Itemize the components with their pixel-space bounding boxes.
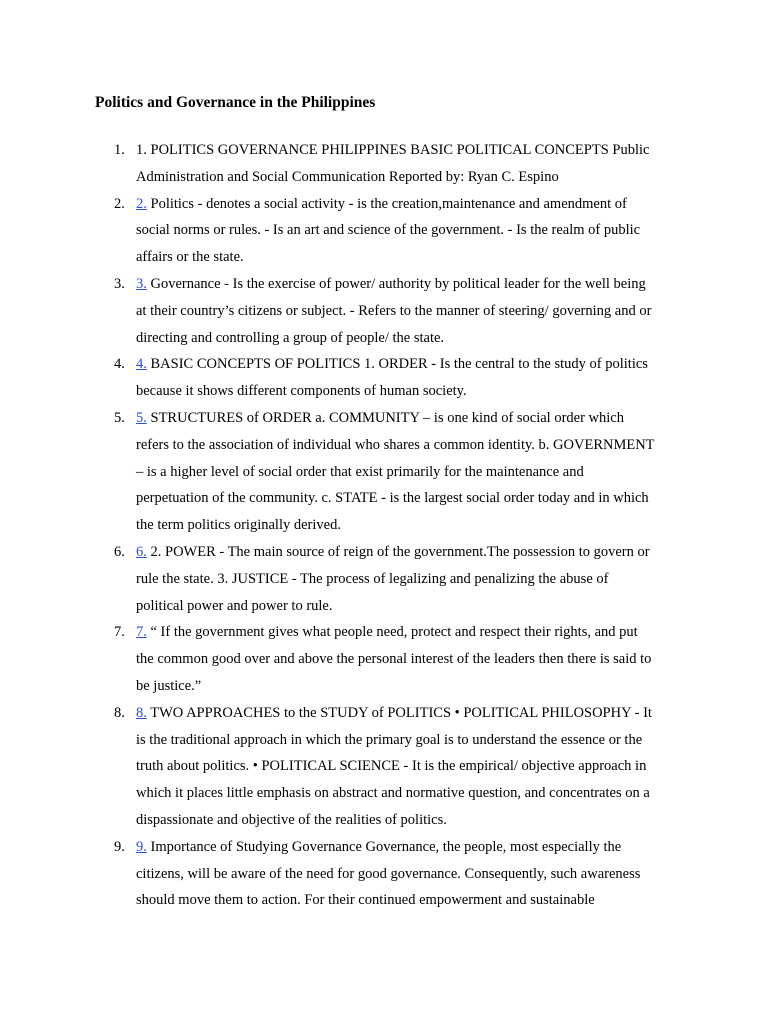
item-line: STRUCTURES of ORDER a. COMMUNITY – is one kind of social order which bbox=[150, 409, 624, 426]
item-line: perpetuation of the community. c. STATE - is the largest social order today and in which bbox=[136, 490, 649, 507]
item-line: Governance - Is the exercise of power/ authority by political leader for the well being bbox=[150, 275, 646, 292]
item-line: 2. POWER - The main source of reign of the government.The possession to govern or bbox=[150, 543, 650, 560]
item-line: TWO APPROACHES to the STUDY of POLITICS • POLITICAL PHILOSOPHY - It bbox=[150, 704, 652, 721]
item-link-6[interactable]: 6. bbox=[136, 543, 147, 560]
item-link-9[interactable]: 9. bbox=[136, 838, 147, 855]
item-line: Administration and Social Communication Reported by: Ryan C. Espino bbox=[136, 168, 559, 185]
item-line: the term politics originally derived. bbox=[136, 517, 341, 534]
item-line: Importance of Studying Governance Governance, the people, most especially the bbox=[150, 838, 622, 855]
item-link-5[interactable]: 5. bbox=[136, 409, 147, 426]
item-line: 1. POLITICS GOVERNANCE PHILIPPINES BASIC POLITICAL CONCEPTS Public bbox=[136, 142, 650, 158]
item-line: truth about politics. • POLITICAL SCIENCE - It is the empirical/ objective approach in bbox=[136, 758, 647, 775]
list-item-3 bbox=[0, 271, 676, 351]
item-line: the common good over and above the personal interest of the leaders then there is said to bbox=[136, 651, 652, 668]
item-line: refers to the association of individual who shares a common identity. b. GOVERNMENT bbox=[136, 436, 655, 453]
list-item-5 bbox=[0, 405, 676, 539]
item-list bbox=[0, 137, 768, 914]
item-line: at their country’s citizens or subject. - Refers to the manner of steering/ governing and or bbox=[136, 302, 652, 319]
item-line: political power and power to rule. bbox=[136, 597, 333, 614]
item-line: is the traditional approach in which the primary goal is to understand the essence or the bbox=[136, 731, 643, 748]
item-line: rule the state. 3. JUSTICE - The process of legalizing and penalizing the abuse of bbox=[136, 570, 609, 587]
item-number: 3. bbox=[114, 275, 125, 292]
page-title: Politics and Governance in the Philippines bbox=[95, 94, 376, 111]
item-link-4[interactable]: 4. bbox=[136, 356, 147, 373]
item-number: 8. bbox=[114, 704, 125, 721]
item-line: “ If the government gives what people need, protect and respect their rights, and put bbox=[150, 624, 638, 641]
item-line: BASIC CONCEPTS OF POLITICS 1. ORDER - Is the central to the study of politics bbox=[150, 356, 648, 373]
item-number: 6. bbox=[114, 543, 125, 560]
item-line: affairs or the state. bbox=[136, 249, 244, 266]
item-line: which it places little emphasis on abstract and normative question, and concentrates on a bbox=[136, 785, 650, 802]
list-item-8 bbox=[0, 700, 676, 834]
item-link-7[interactable]: 7. bbox=[136, 624, 147, 641]
item-link-8[interactable]: 8. bbox=[136, 704, 147, 721]
item-line: be justice.” bbox=[136, 677, 202, 694]
item-line: because it shows different components of human society. bbox=[136, 383, 467, 400]
list-item-7 bbox=[0, 619, 676, 699]
item-number: 1. bbox=[114, 142, 125, 158]
list-item-9 bbox=[0, 834, 676, 914]
item-line: – is a higher level of social order that exist primarily for the maintenance and bbox=[136, 463, 584, 480]
item-number: 5. bbox=[114, 409, 125, 426]
item-line: social norms or rules. - Is an art and science of the government. - Is the realm of public bbox=[136, 222, 641, 239]
item-number: 7. bbox=[114, 624, 125, 641]
item-line: Politics - denotes a social activity - is the creation,maintenance and amendment of bbox=[150, 195, 627, 212]
item-number: 9. bbox=[114, 838, 125, 855]
item-line: dispassionate and objective of the realities of politics. bbox=[136, 811, 447, 828]
list-item-6 bbox=[0, 539, 676, 619]
item-number: 4. bbox=[114, 356, 125, 373]
item-line: citizens, will be aware of the need for good governance. Consequently, such awareness bbox=[136, 865, 641, 882]
item-link-3[interactable]: 3. bbox=[136, 275, 147, 292]
list-item-4 bbox=[0, 351, 676, 405]
list-item-2 bbox=[0, 191, 676, 271]
item-number: 2. bbox=[114, 195, 125, 212]
list-item-1 bbox=[0, 137, 676, 191]
item-line: directing and controlling a group of people/ the state. bbox=[136, 329, 445, 346]
item-link-2[interactable]: 2. bbox=[136, 195, 147, 212]
item-line: should move them to action. For their continued empowerment and sustainable bbox=[136, 892, 595, 909]
